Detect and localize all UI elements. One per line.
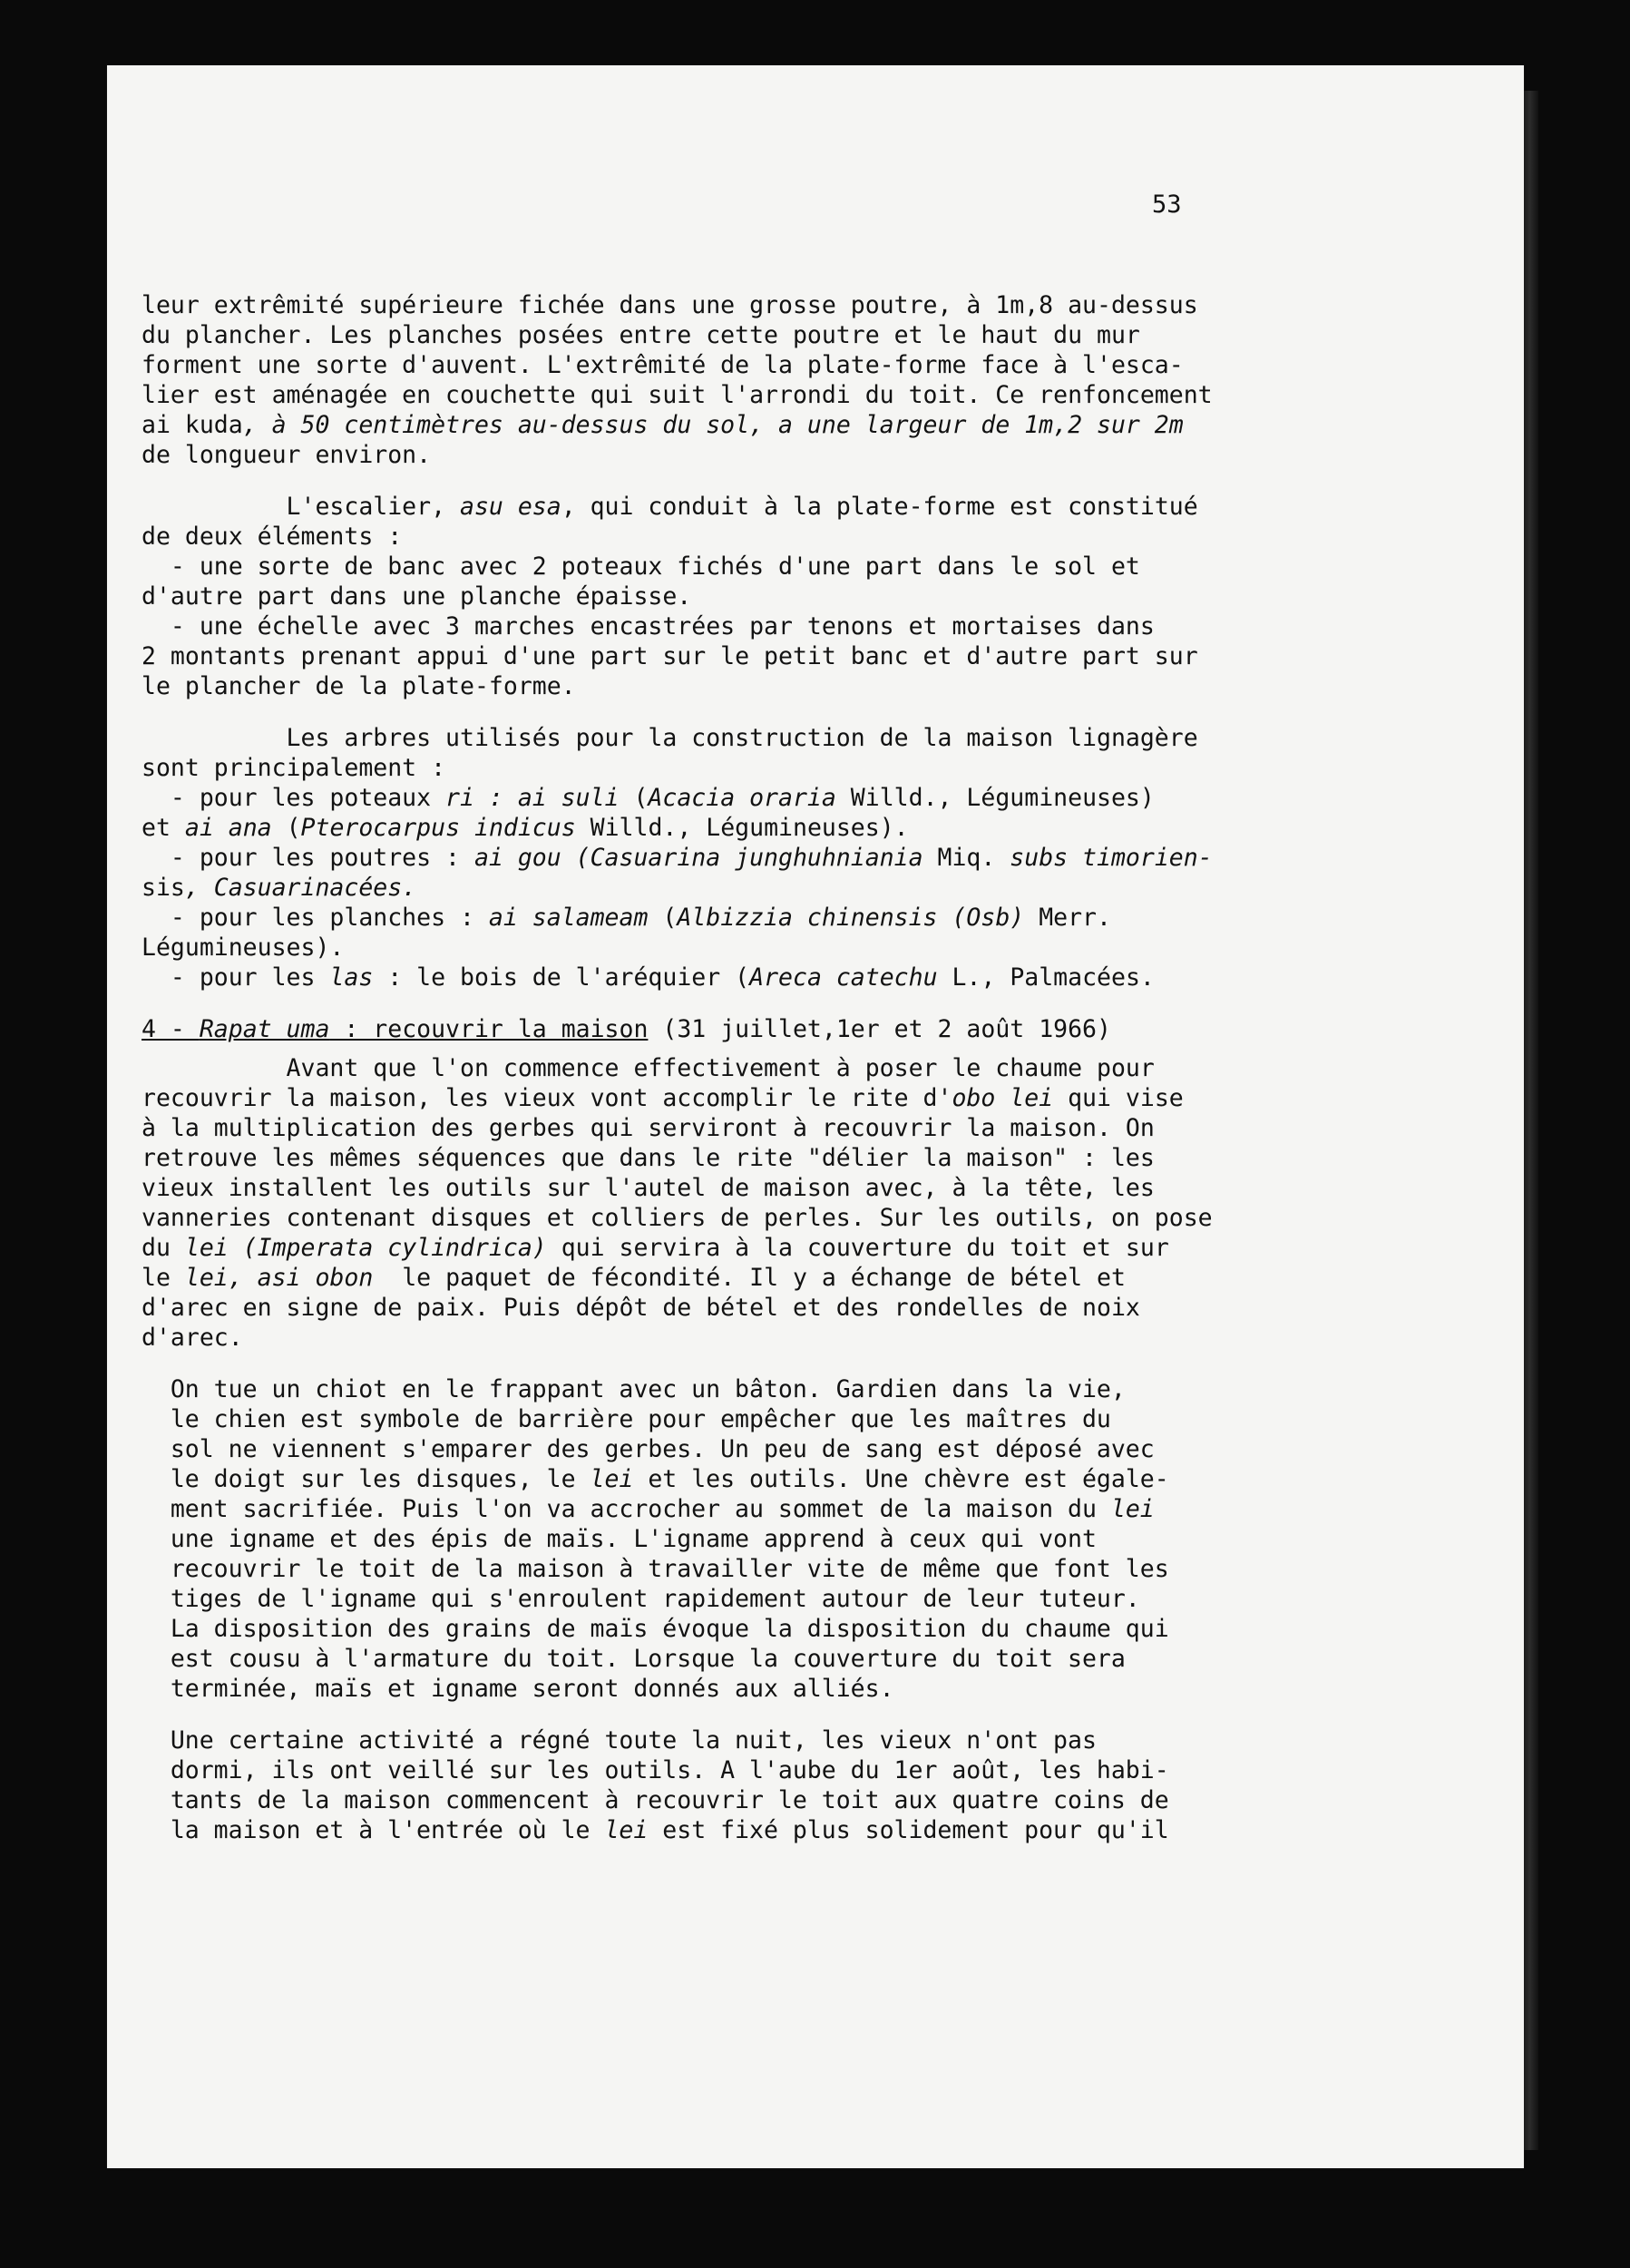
heading-underlined: [142, 1015, 648, 1043]
text-line: Une certaine activité a régné toute la nuit, les vieux n'ont pas: [112, 1726, 1097, 1755]
text-line: Légumineuses).: [142, 934, 345, 962]
italic-term: subs timorien-: [1010, 844, 1213, 872]
text-segment: L., Palmacées.: [937, 963, 1155, 992]
paragraph-1: [142, 290, 1257, 470]
text-line: une igname et des épis de maïs. L'igname apprend à ceux qui vont: [112, 1525, 1097, 1553]
text-segment: , qui conduit à la plate-forme est constitué: [561, 493, 1198, 521]
text-line: vanneries contenant disques et colliers de perles. Sur les outils, on pose: [142, 1204, 1213, 1232]
italic-term: , Casuarinacées.: [184, 874, 417, 902]
text-line: terminée, maïs et igname seront donnés aux alliés.: [112, 1675, 894, 1703]
text-segment: Miq.: [922, 844, 1010, 872]
heading-term: Rapat uma: [199, 1015, 330, 1043]
text-segment: sis: [142, 874, 185, 902]
text-line: [112, 1815, 1257, 1845]
italic-term: lei: [590, 1465, 634, 1493]
text-line: [142, 843, 1257, 873]
text-line: de deux éléments :: [142, 523, 403, 551]
text-line: à la multiplication des gerbes qui serviront à recouvrir la maison. On: [142, 1114, 1155, 1142]
text-line: [142, 1083, 1257, 1113]
paragraph-4: [142, 1053, 1257, 1353]
text-segment: ai kuda: [142, 411, 243, 439]
text-line: [142, 813, 1257, 843]
text-line: [142, 1263, 1257, 1293]
italic-term: Pterocarpus indicus: [300, 814, 576, 842]
text-segment: du: [142, 1234, 185, 1262]
italic-term: ri : ai suli: [445, 784, 620, 812]
text-line: tants de la maison commencent à recouvrir le toit aux quatre coins de: [112, 1786, 1169, 1814]
text-line: [142, 410, 1257, 440]
text-segment: et: [142, 814, 185, 842]
body-text: [112, 290, 1257, 1845]
text-line: [142, 1233, 1257, 1263]
text-line: d'arec.: [142, 1324, 243, 1352]
heading-dates: (31 juillet,1er et 2 août 1966): [648, 1015, 1111, 1043]
text-line: sol ne viennent s'emparer des gerbes. Un peu de sang est déposé avec: [112, 1435, 1155, 1463]
text-line: 2 montants prenant appui d'une part sur le petit banc et d'autre part sur: [142, 642, 1198, 670]
paragraph-3: [142, 723, 1257, 992]
text-line: recouvrir le toit de la maison à travailler vite de même que font les: [112, 1555, 1169, 1583]
text-segment: - pour les planches :: [142, 904, 489, 932]
text-segment: Merr.: [1024, 904, 1111, 932]
italic-term: lei: [604, 1816, 649, 1844]
italic-term: ai ana: [184, 814, 272, 842]
text-line: [142, 783, 1257, 813]
italic-term: Acacia oraria: [648, 784, 836, 812]
text-line: [142, 492, 1257, 522]
text-line: [142, 963, 1257, 992]
section-heading: [142, 1014, 1257, 1044]
text-line: - une échelle avec 3 marches encastrées par tenons et mortaises dans: [142, 612, 1155, 640]
text-line: [142, 903, 1257, 933]
text-line: On tue un chiot en le frappant avec un bâton. Gardien dans la vie,: [112, 1375, 1126, 1403]
text-segment: Willd., Légumineuses).: [575, 814, 909, 842]
text-line: [142, 873, 1257, 903]
text-line: La disposition des grains de maïs évoque la disposition du chaume qui: [112, 1615, 1169, 1643]
text-segment: - pour les poteaux: [142, 784, 446, 812]
paragraph-2: [142, 492, 1257, 701]
text-line: leur extrêmité supérieure fichée dans une grosse poutre, à 1m,8 au-dessus: [142, 291, 1198, 319]
text-segment: le paquet de fécondité. Il y a échange de bétel et: [373, 1264, 1126, 1292]
heading-title: : recouvrir la maison: [329, 1015, 649, 1043]
text-segment: - pour les poutres :: [142, 844, 474, 872]
italic-term: lei, asi obon: [184, 1264, 374, 1292]
text-line: [112, 1494, 1257, 1524]
text-segment: et les outils. Une chèvre est égale-: [633, 1465, 1169, 1493]
text-line: de longueur environ.: [142, 441, 432, 469]
text-line: sont principalement :: [142, 754, 446, 782]
text-line: d'autre part dans une planche épaisse.: [142, 582, 692, 611]
italic-term: Albizzia chinensis (Osb): [677, 904, 1025, 932]
italic-term: , à 50 centimètres au-dessus du sol, a une largeur de 1m,2 sur 2m: [242, 411, 1184, 439]
text-line: forment une sorte d'auvent. L'extrêmité de la plate-forme face à l'esca-: [142, 351, 1184, 379]
text-segment: : le bois de l'aréquier (: [373, 963, 750, 992]
text-line: [112, 1464, 1257, 1494]
italic-term: obo lei: [952, 1084, 1054, 1112]
text-segment: (: [271, 814, 301, 842]
paragraph-6: [112, 1725, 1257, 1845]
text-line: est cousu à l'armature du toit. Lorsque la couverture du toit sera: [112, 1645, 1126, 1673]
text-line: d'arec en signe de paix. Puis dépôt de bétel et des rondelles de noix: [142, 1294, 1140, 1322]
text-segment: la maison et à l'entrée où le: [112, 1816, 605, 1844]
text-line: le chien est symbole de barrière pour empêcher que les maîtres du: [112, 1405, 1111, 1433]
text-line: tiges de l'igname qui s'enroulent rapidement autour de leur tuteur.: [112, 1585, 1140, 1613]
text-segment: qui vise: [1053, 1084, 1184, 1112]
text-segment: ment sacrifiée. Puis l'on va accrocher au sommet de la maison du: [112, 1495, 1111, 1523]
text-line: retrouve les mêmes séquences que dans le rite "délier la maison" : les: [142, 1144, 1155, 1172]
text-segment: le doigt sur les disques, le: [112, 1465, 591, 1493]
italic-term: ai gou (Casuarina junghuhniania: [473, 844, 923, 872]
italic-term: Areca catechu: [749, 963, 938, 992]
text-line: lier est aménagée en couchette qui suit l'arrondi du toit. Ce renfoncement: [142, 381, 1213, 409]
text-line: Les arbres utilisés pour la construction de la maison lignagère: [142, 724, 1198, 752]
italic-term: las: [329, 963, 374, 992]
paragraph-5: [112, 1374, 1257, 1704]
text-line: - une sorte de banc avec 2 poteaux fichés d'une part dans le sol et: [142, 552, 1140, 581]
text-segment: Willd., Légumineuses): [835, 784, 1155, 812]
heading-number: 4 -: [142, 1015, 200, 1043]
text-line: dormi, ils ont veillé sur les outils. A l'aube du 1er août, les habi-: [112, 1756, 1169, 1784]
text-segment: qui servira à la couverture du toit et sur: [546, 1234, 1169, 1262]
text-segment: recouvrir la maison, les vieux vont accomplir le rite d': [142, 1084, 952, 1112]
text-segment: L'escalier,: [142, 493, 460, 521]
text-line: Avant que l'on commence effectivement à poser le chaume pour: [142, 1054, 1155, 1082]
text-segment: - pour les: [142, 963, 330, 992]
page-stack-edge: [1524, 91, 1538, 2150]
text-segment: (: [619, 784, 649, 812]
text-segment: est fixé plus solidement pour qu'il: [648, 1816, 1169, 1844]
italic-term: lei: [1110, 1495, 1155, 1523]
text-segment: le: [142, 1264, 185, 1292]
page-number: 53: [1152, 191, 1182, 219]
text-line: vieux installent les outils sur l'autel de maison avec, à la tête, les: [142, 1174, 1155, 1202]
text-segment: (: [648, 904, 678, 932]
text-line: le plancher de la plate-forme.: [142, 672, 576, 700]
italic-term: asu esa: [460, 493, 561, 521]
text-line: du plancher. Les planches posées entre cette poutre et le haut du mur: [142, 321, 1140, 349]
italic-term: lei (Imperata cylindrica): [184, 1234, 547, 1262]
italic-term: ai salameam: [488, 904, 649, 932]
